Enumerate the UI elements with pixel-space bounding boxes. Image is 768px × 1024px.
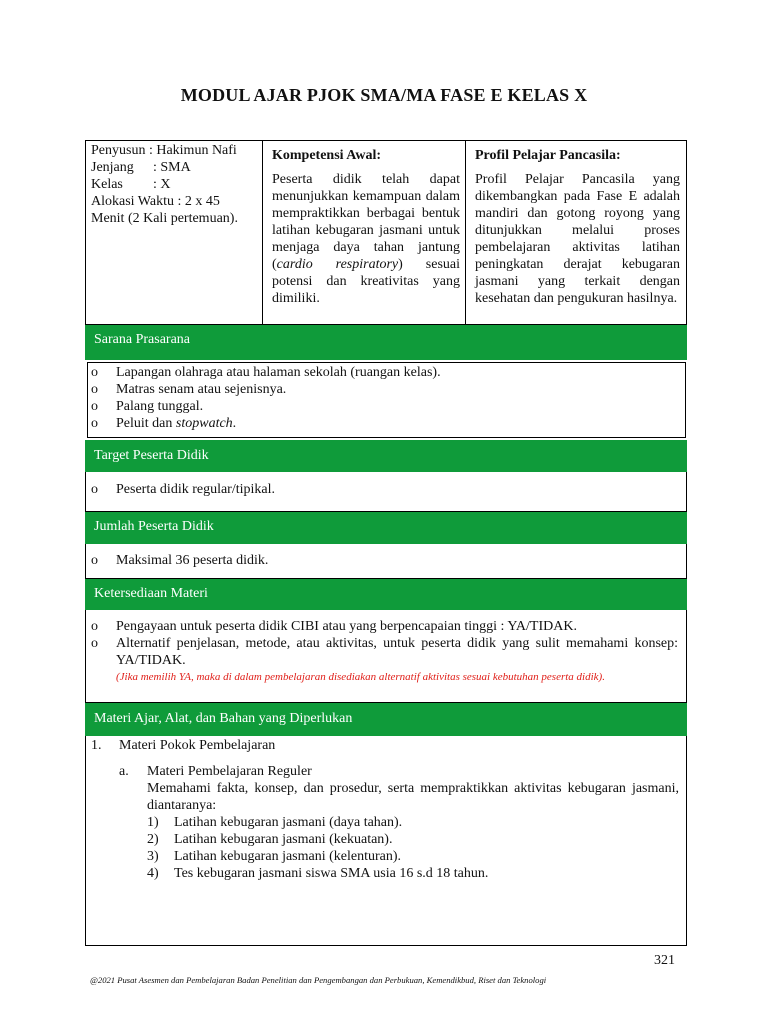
section-header-ketersediaan bbox=[85, 579, 687, 610]
list-item bbox=[147, 814, 679, 831]
item-letter: a. bbox=[119, 764, 129, 779]
section-header-sarana bbox=[85, 325, 687, 360]
list-item bbox=[91, 381, 681, 398]
bullet-icon: o bbox=[91, 482, 98, 497]
list-item-text: Latihan kebugaran jasmani (kekuatan). bbox=[174, 832, 393, 847]
section-header-materi bbox=[85, 703, 687, 736]
column-divider bbox=[262, 140, 263, 325]
frame-bottom bbox=[85, 945, 687, 946]
item-number: 1) bbox=[147, 815, 159, 830]
list-item bbox=[147, 848, 679, 865]
list-item-text: . bbox=[232, 416, 237, 431]
list-item-text: Matras senam atau sejenisnya. bbox=[116, 382, 287, 397]
list-item bbox=[91, 552, 681, 569]
section-header-target bbox=[85, 440, 687, 472]
profil-text: Profil Pelajar Pancasila yang dikembangkan pada Fase E adalah mandiri dan gotong royong yang ditunjukkan melalui proses pembelajaran aktivitas latihan peningkatan derajat kebugaran jasmani yang terkait dengan kesehatan dan pengukuran hasilnya. bbox=[475, 172, 680, 306]
list-item-text: Latihan kebugaran jasmani (daya tahan). bbox=[174, 815, 403, 830]
kompetensi-text-part: ) sesuai potensi dan kreativitas yang dimiliki. bbox=[272, 257, 460, 306]
list-item-text: Alternatif penjelasan, metode, atau aktivitas, untuk peserta didik yang sulit memahami konsep: YA/TIDAK. bbox=[116, 636, 678, 668]
section-header-label: Target Peserta Didik bbox=[94, 448, 209, 463]
section-header-jumlah bbox=[85, 512, 687, 544]
materi-sublist bbox=[147, 814, 679, 882]
list-item bbox=[91, 398, 681, 415]
sarana-list bbox=[91, 364, 681, 432]
kompetensi-text bbox=[272, 171, 460, 307]
list-item-text: Peserta didik regular/tipikal. bbox=[116, 482, 276, 497]
list-item-italic: stopwatch bbox=[175, 416, 233, 431]
list-item bbox=[147, 865, 679, 882]
materi-content bbox=[91, 737, 679, 882]
kelas-label: Kelas bbox=[91, 177, 123, 192]
section-header-label: Materi Ajar, Alat, dan Bahan yang Diperlukan bbox=[94, 711, 353, 726]
list-item bbox=[91, 415, 681, 432]
section-header-label: Sarana Prasarana bbox=[94, 332, 191, 347]
list-item-text: Palang tunggal. bbox=[116, 399, 204, 414]
bullet-icon: o bbox=[91, 399, 98, 414]
jumlah-list bbox=[91, 552, 681, 569]
list-item bbox=[91, 635, 678, 669]
jenjang-row bbox=[91, 159, 259, 176]
bullet-icon: o bbox=[91, 619, 98, 634]
list-item-text: Latihan kebugaran jasmani (kelenturan). bbox=[174, 849, 402, 864]
profil-cell bbox=[475, 147, 680, 307]
list-item bbox=[147, 831, 679, 848]
kompetensi-italic: cardio respiratory bbox=[276, 257, 399, 272]
kelas-value: : X bbox=[153, 177, 171, 192]
list-item bbox=[91, 618, 678, 635]
target-list bbox=[91, 481, 681, 498]
item-number: 4) bbox=[147, 866, 159, 881]
note-text: (Jika memilih YA, maka di dalam pembelajaran disediakan alternatif aktivitas sesuai kebutuhan peserta didik). bbox=[116, 671, 605, 683]
kompetensi-text-part: Peserta didik telah dapat menunjukkan kemampuan dalam mempraktikkan berbagai bentuk latihan kebugaran jasmani untuk menjaga daya tahan jantung ( bbox=[272, 172, 460, 272]
jenjang-value: : SMA bbox=[153, 160, 191, 175]
kompetensi-cell bbox=[272, 147, 460, 307]
jenjang-label: Jenjang bbox=[91, 160, 134, 175]
list-item bbox=[91, 364, 681, 381]
kompetensi-heading: Kompetensi Awal: bbox=[272, 148, 382, 163]
list-item bbox=[91, 481, 681, 498]
list-item-text: Maksimal 36 peserta didik. bbox=[116, 553, 269, 568]
page-number: 321 bbox=[654, 953, 675, 968]
kelas-row bbox=[91, 176, 259, 193]
item-text: Materi Pokok Pembelajaran bbox=[119, 738, 276, 753]
section-header-label: Ketersediaan Materi bbox=[94, 586, 208, 601]
list-item-text: Peluit dan bbox=[116, 416, 176, 431]
item-number: 1. bbox=[91, 738, 102, 753]
bullet-icon: o bbox=[91, 553, 98, 568]
materi-sub-a bbox=[91, 763, 679, 882]
bullet-icon: o bbox=[91, 365, 98, 380]
list-item-text: Pengayaan untuk peserta didik CIBI atau yang berpencapaian tinggi : YA/TIDAK. bbox=[116, 619, 577, 634]
bullet-icon: o bbox=[91, 382, 98, 397]
penyusun-text: Penyusun : Hakimun Nafi bbox=[91, 143, 237, 158]
profil-heading: Profil Pelajar Pancasila: bbox=[475, 148, 621, 163]
identity-cell bbox=[91, 142, 259, 227]
sub-heading: Materi Pembelajaran Reguler bbox=[147, 764, 312, 779]
column-divider bbox=[465, 140, 466, 325]
bullet-icon: o bbox=[91, 636, 98, 651]
list-item-text: Lapangan olahraga atau halaman sekolah (ruangan kelas). bbox=[116, 365, 441, 380]
item-number: 3) bbox=[147, 849, 159, 864]
bullet-icon: o bbox=[91, 416, 98, 431]
alokasi-text: Alokasi Waktu : 2 x 45 Menit (2 Kali pertemuan). bbox=[91, 194, 238, 226]
materi-description: Memahami fakta, konsep, dan prosedur, serta mempraktikkan aktivitas kebugaran jasmani, diantaranya: bbox=[147, 781, 679, 813]
list-item-text: Tes kebugaran jasmani siswa SMA usia 16 s.d 18 tahun. bbox=[174, 866, 489, 881]
item-number: 2) bbox=[147, 832, 159, 847]
section-header-label: Jumlah Peserta Didik bbox=[94, 519, 214, 534]
footer-text: @2021 Pusat Asesmen dan Pembelajaran Badan Penelitian dan Pengembangan dan Perbukuan, Kemendikbud, Riset dan Teknologi bbox=[90, 975, 547, 985]
materi-item-1 bbox=[91, 737, 679, 754]
page-title: MODUL AJAR PJOK SMA/MA FASE E KELAS X bbox=[180, 85, 588, 105]
ketersediaan-list bbox=[91, 618, 678, 684]
